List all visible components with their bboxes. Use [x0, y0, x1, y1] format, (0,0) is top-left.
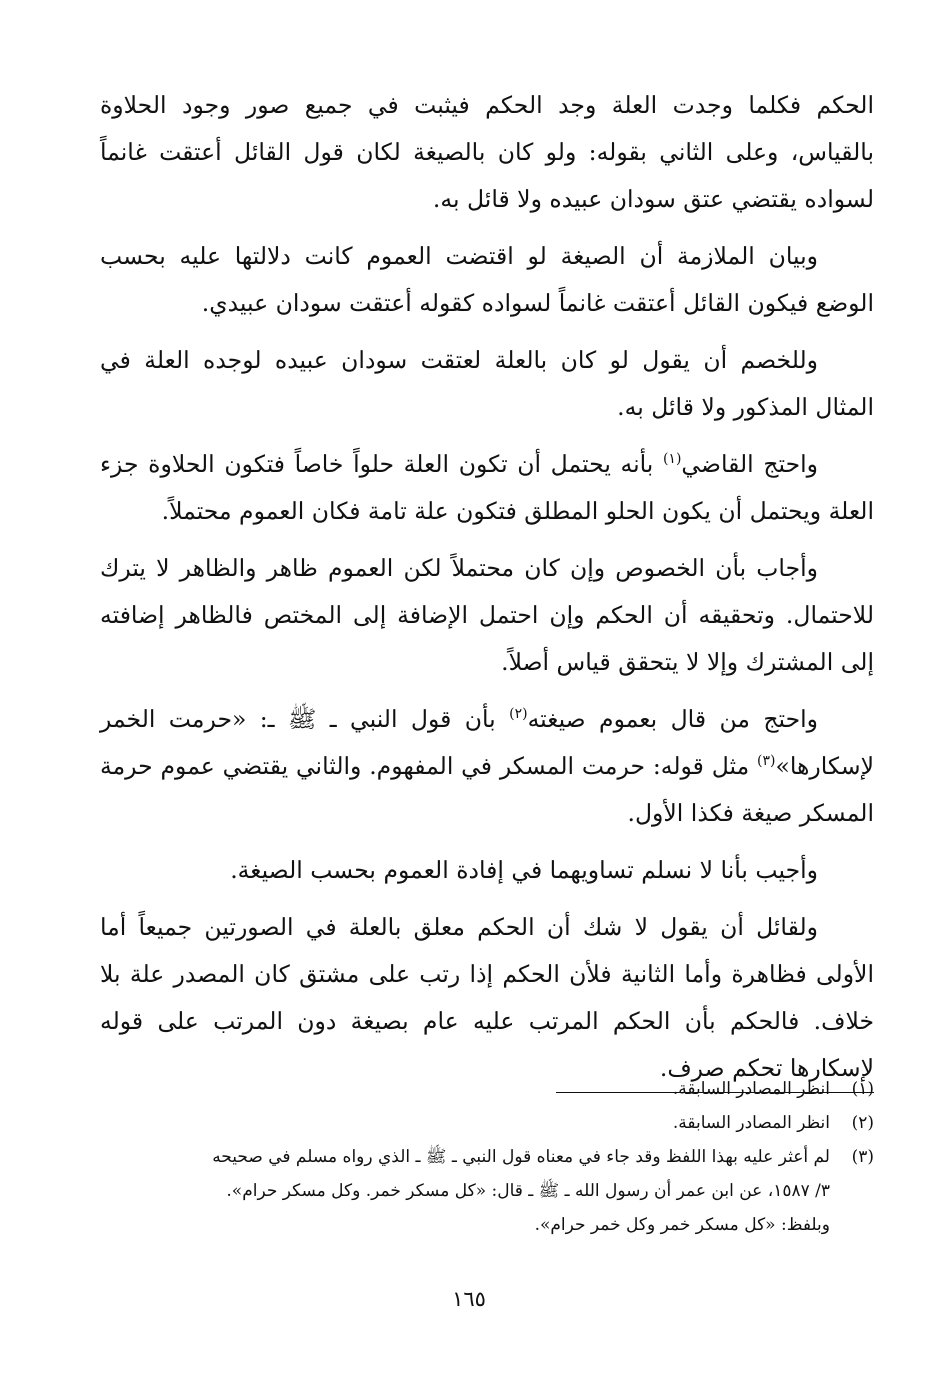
footnote-1	[98, 1072, 874, 1106]
paragraph-6-text-end: مثل قوله: حرمت المسكر في المفهوم. والثاني يقتضي عموم حرمة المسكر صيغة فكذا الأول.	[100, 752, 874, 827]
footnote-ref-1[interactable]: (١)	[662, 451, 682, 467]
footnote-line: ٣/ ١٥٨٧، عن ابن عمر أن رسول الله ـ ﷺ ـ قال: «كل مسكر خمر. وكل مسكر حرام».	[226, 1181, 830, 1201]
paragraph-6-text-middle: بأن قول النبي ـ ﷺ ـ: «حرمت الخمر لإسكارها»	[100, 705, 874, 780]
paragraph-7: وأجيب بأنا لا نسلم تساويهما في إفادة العموم بحسب الصيغة.	[230, 856, 818, 884]
paragraph-8: ولقائل أن يقول لا شك أن الحكم معلق بالعلة في الصورتين جميعاً أما الأولى فظاهرة وأما الثانية فلأن الحكم إذا رتب على مشتق كان المصدر علة بلا خلاف. فالحكم بأن الحكم المرتب عليه عام بصيغة دون المرتب على قوله لإسكارها تحكم صرف.	[100, 913, 874, 1082]
paragraph-6	[100, 696, 874, 837]
footnote-text	[98, 1140, 830, 1242]
footnote-text	[98, 1106, 830, 1140]
paragraph-1: الحكم فكلما وجدت العلة وجد الحكم فيثبت في جميع صور وجود الحلاوة بالقياس، وعلى الثاني بقوله: ولو كان بالصيغة لكان قول القائل أعتقت غانماً لسواده يقتضي عتق سودان عبيده ولا قائل به.	[100, 91, 874, 213]
footnote-number: (١)	[851, 1079, 874, 1099]
body-text	[100, 82, 874, 1092]
footnote-ref-3[interactable]: (٣)	[757, 753, 776, 769]
footnote-number: (٣)	[851, 1147, 874, 1167]
paragraph-4-text-start: واحتج القاضي	[681, 450, 818, 478]
footnote-line: انظر المصادر السابقة.	[672, 1113, 830, 1133]
footnotes	[98, 1072, 874, 1242]
page-number: ١٦٥	[452, 1287, 486, 1311]
footnote-line: لم أعثر عليه بهذا اللفظ وقد جاء في معناه قول النبي ـ ﷺ ـ الذي رواه مسلم في صحيحه	[212, 1147, 830, 1167]
footnote-text	[98, 1072, 830, 1106]
paragraph-4	[100, 441, 874, 535]
footnote-2	[98, 1106, 874, 1140]
paragraph-3: وللخصم أن يقول لو كان بالعلة لعتقت سودان عبيده لوجده العلة في المثال المذكور ولا قائل به.	[100, 346, 874, 421]
paragraph-4-text-end: بأنه يحتمل أن تكون العلة حلواً خاصاً فتكون الحلاوة جزء العلة ويحتمل أن يكون الحلو المطلق فتكون علة تامة فكان العموم محتملاً.	[100, 450, 874, 525]
footnote-3	[98, 1140, 874, 1242]
paragraph-5: وأجاب بأن الخصوص وإن كان محتملاً لكن العموم ظاهر والظاهر لا يترك للاحتمال. وتحقيقه أن الحكم وإن احتمل الإضافة إلى المختص فالظاهر إضافته إلى المشترك وإلا لا يتحقق قياس أصلاً.	[100, 554, 874, 676]
footnote-ref-2[interactable]: (٢)	[509, 706, 528, 722]
paragraph-2: وبيان الملازمة أن الصيغة لو اقتضت العموم كانت دلالتها عليه بحسب الوضع فيكون القائل أعتقت غانماً لسواده كقوله أعتقت سودان عبيدي.	[100, 242, 874, 317]
footnote-line: انظر المصادر السابقة.	[672, 1079, 830, 1099]
footnote-line: وبلفظ: «كل مسكر خمر وكل خمر حرام».	[534, 1215, 830, 1235]
paragraph-6-text-start: واحتج من قال بعموم صيغته	[527, 705, 818, 733]
footnote-number: (٢)	[851, 1113, 874, 1133]
